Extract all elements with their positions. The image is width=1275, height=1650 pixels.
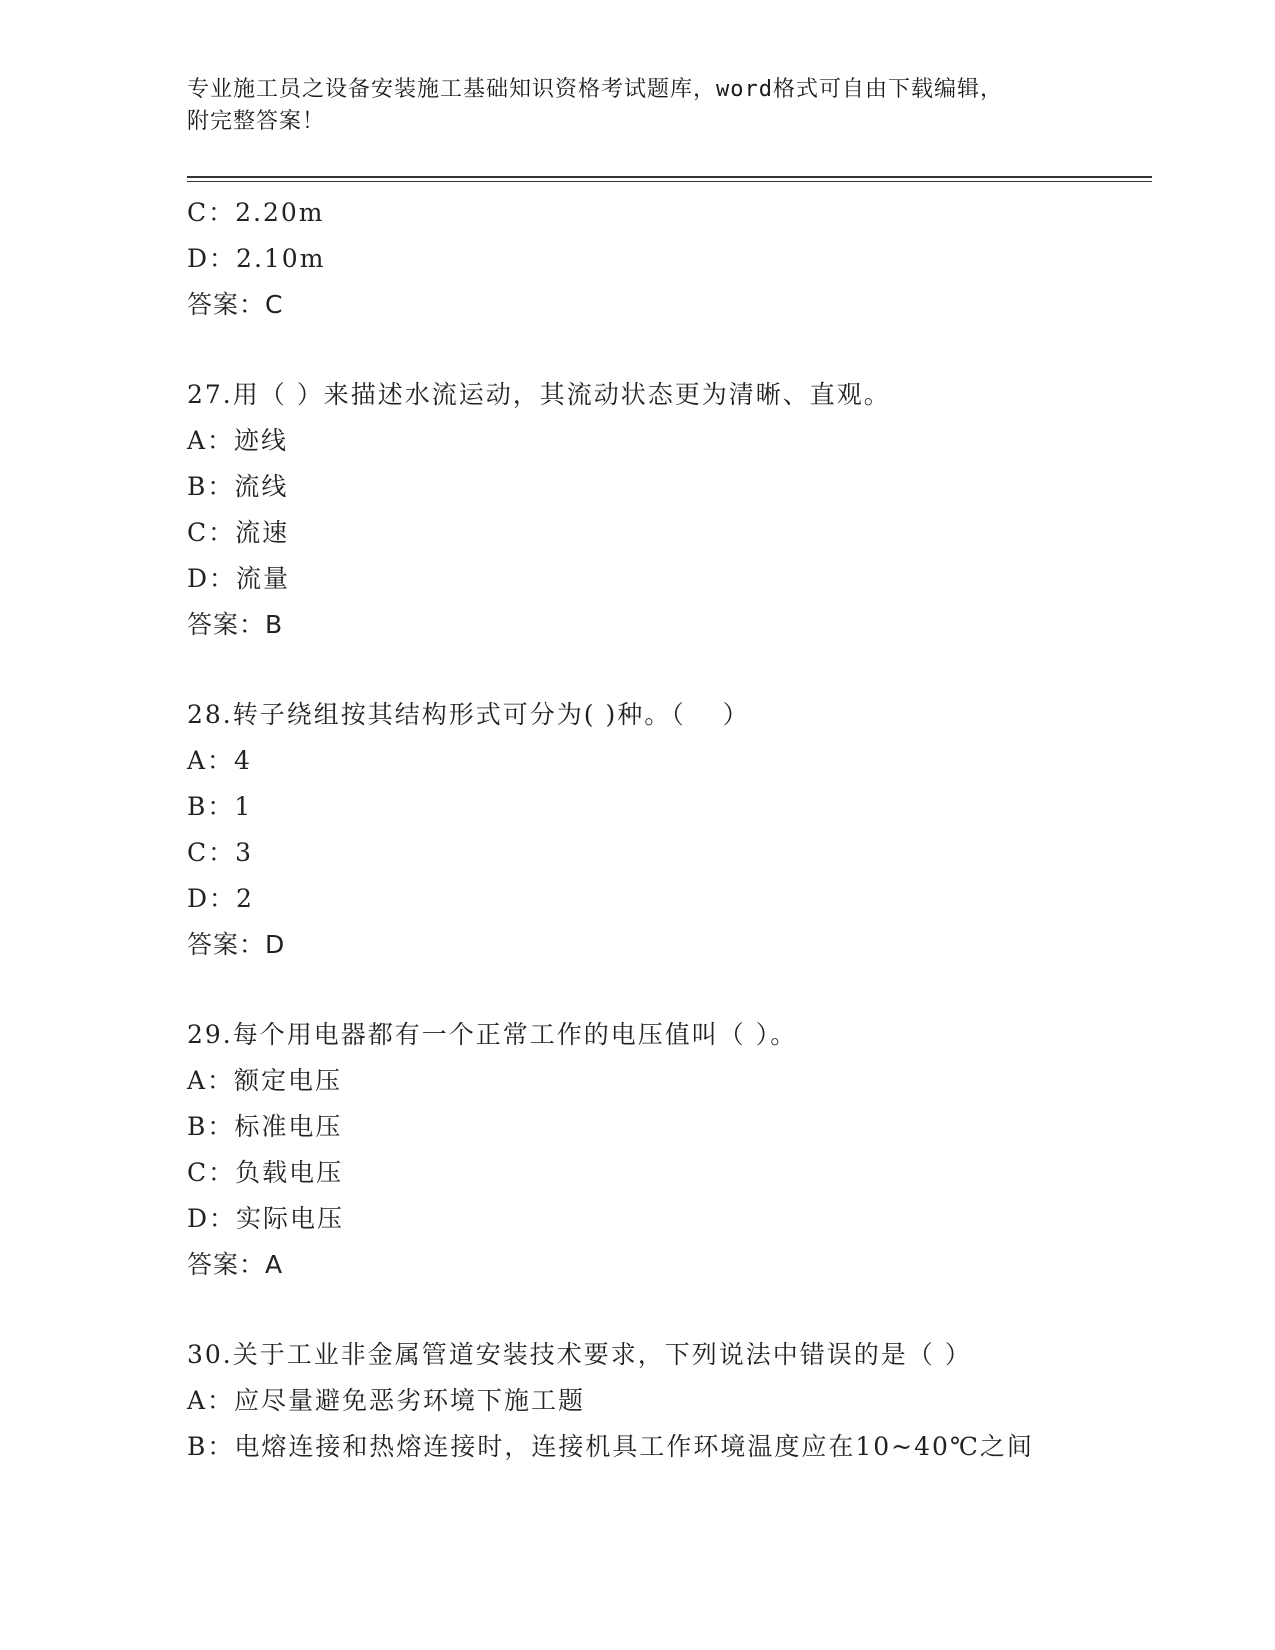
question-stem: 27.用（ ）来描述水流运动，其流动状态更为清晰、直观。 xyxy=(187,380,891,409)
option-c: C：流速 xyxy=(187,518,290,547)
question-stem: 30.关于工业非金属管道安装技术要求，下列说法中错误的是（ ） xyxy=(187,1340,972,1369)
option-a: A：4 xyxy=(187,746,252,775)
answer-line: 答案：B xyxy=(187,610,284,639)
question-stem: 29.每个用电器都有一个正常工作的电压值叫（ ）。 xyxy=(187,1020,798,1049)
header-divider xyxy=(187,176,1152,178)
option-b: B：1 xyxy=(187,792,253,821)
question-27 xyxy=(187,372,1152,648)
question-30 xyxy=(187,1332,1152,1470)
option-c: C：3 xyxy=(187,838,254,867)
question-stem: 28.转子绕组按其结构形式可分为( )种。（ ） xyxy=(187,700,750,729)
document-header xyxy=(187,74,1067,138)
option-d: D：2.10m xyxy=(187,244,326,273)
header-title-line-1: 专业施工员之设备安装施工基础知识资格考试题库，word格式可自由下载编辑， xyxy=(187,77,1003,102)
option-a: A：迹线 xyxy=(187,426,289,455)
option-b: B：流线 xyxy=(187,472,289,501)
answer-line: 答案：A xyxy=(187,1250,284,1279)
option-b: B：电熔连接和热熔连接时，连接机具工作环境温度应在10~40℃之间 xyxy=(187,1432,1034,1461)
option-d: D：实际电压 xyxy=(187,1204,345,1233)
header-divider-thin xyxy=(187,181,1152,182)
answer-line: 答案：D xyxy=(187,930,286,959)
option-d: D：流量 xyxy=(187,564,291,593)
option-b: B：标准电压 xyxy=(187,1112,343,1141)
spacer xyxy=(187,968,1152,1012)
question-29 xyxy=(187,1012,1152,1288)
spacer xyxy=(187,1288,1152,1332)
spacer xyxy=(187,328,1152,372)
spacer xyxy=(187,648,1152,692)
option-c: C：负载电压 xyxy=(187,1158,344,1187)
option-a: A：额定电压 xyxy=(187,1066,343,1095)
header-title-line-2: 附完整答案！ xyxy=(187,109,326,134)
option-a: A：应尽量避免恶劣环境下施工题 xyxy=(187,1386,586,1415)
question-26-tail xyxy=(187,190,1152,328)
question-list xyxy=(187,190,1152,1470)
option-d: D：2 xyxy=(187,884,254,913)
question-28 xyxy=(187,692,1152,968)
option-c: C：2.20m xyxy=(187,198,325,227)
answer-line: 答案：C xyxy=(187,290,284,319)
